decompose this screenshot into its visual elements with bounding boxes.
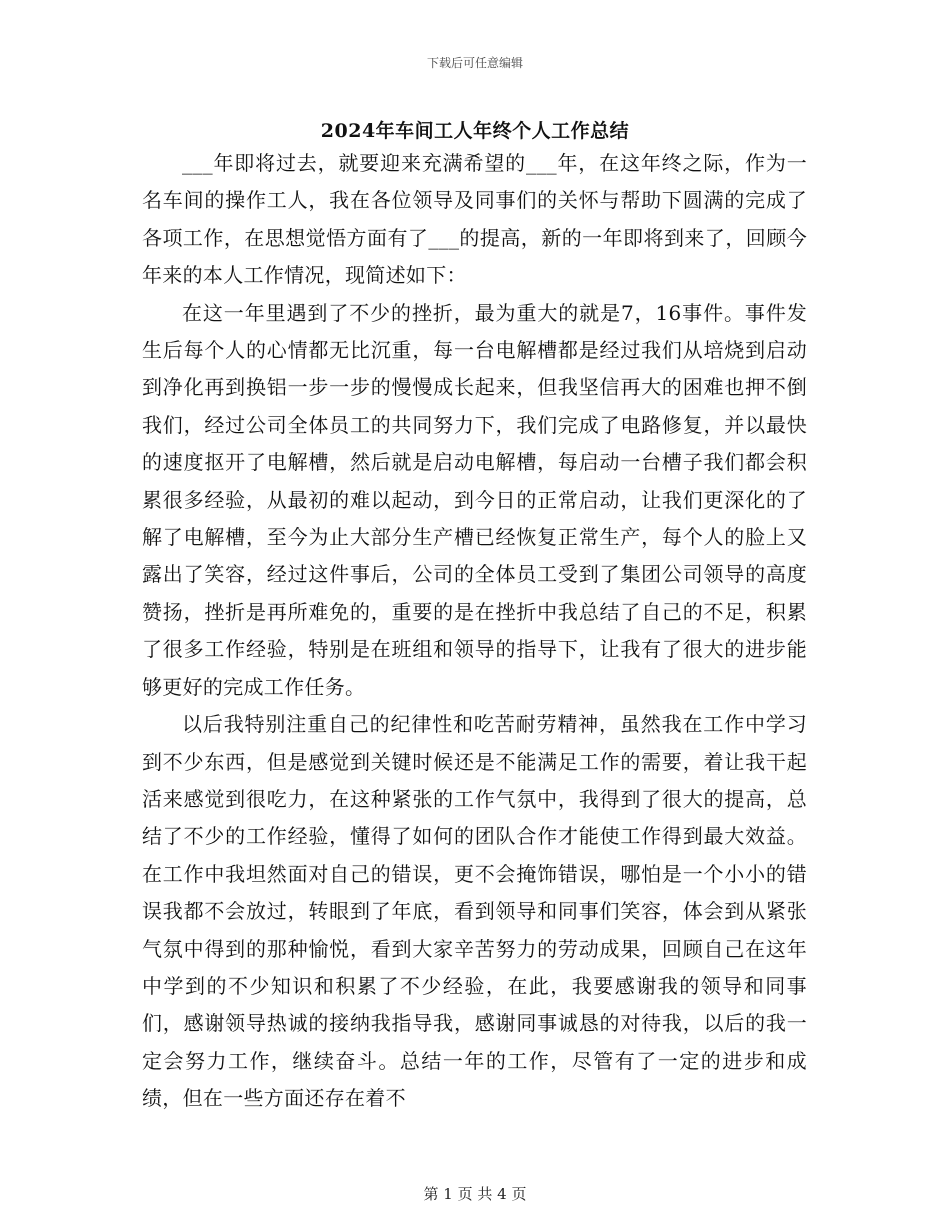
document-body xyxy=(142,145,807,1118)
paragraph-setbacks: 在这一年里遇到了不少的挫折，最为重大的就是7，16事件。事件发生后每个人的心情都无比沉重，每一台电解槽都是经过我们从培烧到启动到净化再到换铝一步一步的慢慢成长起来，但我坚信再大的困难也押不倒我们，经过公司全体员工的共同努力下，我们完成了电路修复，并以最快的速度抠开了电解槽，然后就是启动电解槽，每启动一台槽子我们都会积累很多经验，从最初的难以起动，到今日的正常启动，让我们更深化的了解了电解槽，至今为止大部分生产槽已经恢复正常生产，每个人的脸上又露出了笑容，经过这件事后，公司的全体员工受到了集团公司领导的高度赞扬，挫折是再所难免的，重要的是在挫折中我总结了自己的不足，积累了很多工作经验，特别是在班组和领导的指导下，让我有了很大的进步能够更好的完成工作任务。 xyxy=(142,300,807,699)
document-title: 2024年车间工人年终个人工作总结 xyxy=(320,120,630,142)
page-number: 第 1 页 共 4 页 xyxy=(423,1185,527,1203)
page-header-note: 下载后可任意编辑 xyxy=(426,56,523,70)
paragraph-discipline: 以后我特别注重自己的纪律性和吃苦耐劳精神，虽然我在工作中学习到不少东西，但是感觉到关键时候还是不能满足工作的需要，着让我干起活来感觉到很吃力，在这种紧张的工作气氛中，我得到了很大的提高，总结了不少的工作经验，懂得了如何的团队合作才能使工作得到最大效益。在工作中我坦然面对自己的错误，更不会掩饰错误，哪怕是一个小小的错误我都不会放过，转眼到了年底，看到领导和同事们笑容，体会到从紧张气氛中得到的那种愉悦，看到大家辛苦努力的劳动成果，回顾自己在这年中学到的不少知识和积累了不少经验，在此，我要感谢我的领导和同事们，感谢领导热诚的接纳我指导我，感谢同事诚恳的对待我，以后的我一定会努力工作，继续奋斗。总结一年的工作，尽管有了一定的进步和成绩，但在一些方面还存在着不 xyxy=(142,712,807,1111)
paragraph-intro: ___年即将过去，就要迎来充满希望的___年，在这年终之际，作为一名车间的操作工人，我在各位领导及同事们的关怀与帮助下圆满的完成了各项工作，在思想觉悟方面有了___的提高，新的一年即将到来了，回顾今年来的本人工作情况，现简述如下： xyxy=(142,151,807,288)
